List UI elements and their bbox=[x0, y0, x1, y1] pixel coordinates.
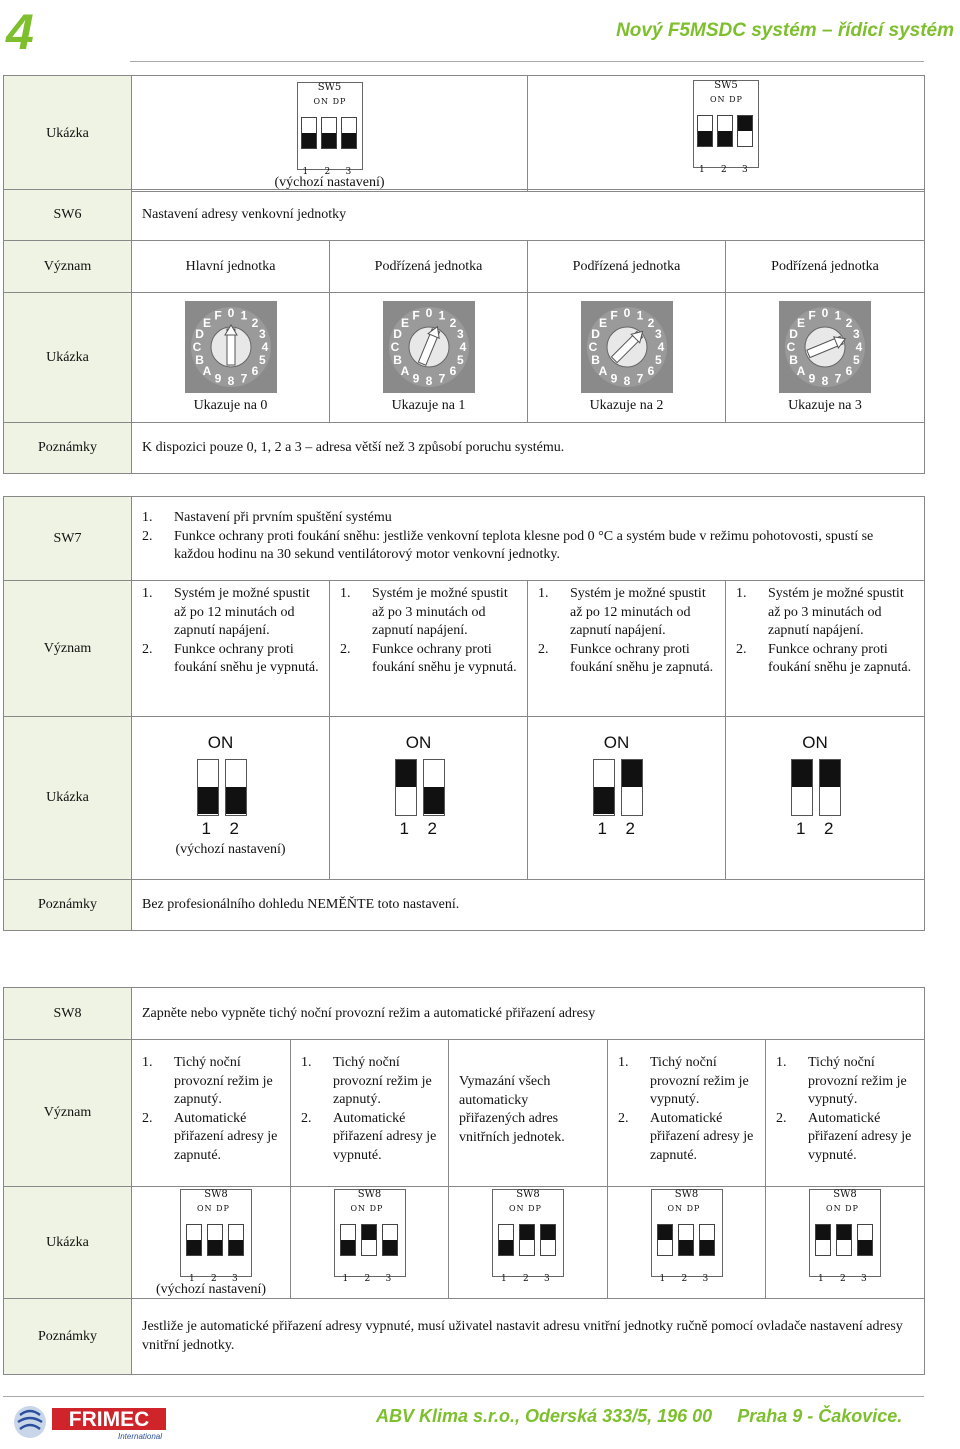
svg-text:9: 9 bbox=[808, 371, 816, 386]
sw8-meaning-1: 1. Tichý noční provozní režim je zapnutý. 2. Automatické přiřazení adresy je zapnuté. bbox=[132, 1040, 291, 1187]
svg-text:3: 3 bbox=[456, 327, 464, 341]
svg-text:0: 0 bbox=[623, 306, 630, 320]
svg-text:3: 3 bbox=[654, 327, 662, 341]
sw8-default-caption: (výchozí nastavení) bbox=[155, 1282, 266, 1297]
svg-text:3: 3 bbox=[853, 327, 860, 341]
sw8-example-5 bbox=[766, 1187, 925, 1299]
sw8-meaning-3: Vymazání všech automaticky přiřazených adres vnitřních jednotek. bbox=[449, 1040, 608, 1187]
svg-text:A: A bbox=[598, 364, 607, 378]
svg-text:7: 7 bbox=[636, 371, 643, 386]
svg-text:3: 3 bbox=[258, 327, 266, 341]
sw7-meaning-4: 1. Systém je možné spustit až po 3 minutách od zapnutí napájení. 2. Funkce ochrany proti foukání sněhu je zapnutá. bbox=[726, 581, 925, 717]
sw7-example-4 bbox=[726, 717, 925, 880]
svg-text:F: F bbox=[411, 308, 420, 323]
footer-address-street: ABV Klima s.r.o., Oderská 333/5, 196 00 bbox=[376, 1406, 713, 1426]
svg-text:D: D bbox=[789, 327, 798, 341]
rotary-switch-icon bbox=[383, 301, 475, 393]
sw6-example-4 bbox=[726, 293, 925, 423]
frimec-logo bbox=[10, 1401, 170, 1448]
svg-text:2: 2 bbox=[647, 316, 654, 330]
sw5-ukazka-label: Ukázka bbox=[4, 76, 132, 192]
svg-text:5: 5 bbox=[258, 353, 266, 367]
dip-slot-2 bbox=[321, 117, 337, 149]
sw5-dip-switch: SW5 ON DP 1 2 3 bbox=[693, 80, 759, 168]
svg-text:8: 8 bbox=[425, 374, 432, 388]
sw6-meaning-4: Podřízená jednotka bbox=[726, 241, 925, 293]
sw8-dip-switch: SW8 ON DP 1 2 3 bbox=[651, 1189, 723, 1277]
svg-text:1: 1 bbox=[636, 308, 643, 323]
dip-slot-2 bbox=[717, 115, 733, 147]
sw8-note: Jestliže je automatické přiřazení adresy vypnuté, musí uživatel nastavit adresu vnitřní jednotky ručně pomocí ovladače nastavení adresy vnitřní jednotky. bbox=[132, 1299, 925, 1375]
sw8-example-1 bbox=[132, 1187, 291, 1299]
footer-address bbox=[376, 1406, 902, 1427]
sw6-meaning-1: Hlavní jednotka bbox=[132, 241, 330, 293]
sw6-table bbox=[3, 189, 925, 474]
dip-slot-3 bbox=[737, 115, 753, 147]
sw5-example-2 bbox=[528, 76, 925, 192]
sw6-ukazka-label: Ukázka bbox=[4, 293, 132, 423]
svg-text:D: D bbox=[392, 327, 402, 341]
svg-text:2: 2 bbox=[845, 316, 853, 330]
sw7-poznamky-label: Poznámky bbox=[4, 880, 132, 931]
svg-text:E: E bbox=[202, 316, 211, 330]
svg-text:International: International bbox=[117, 1432, 163, 1441]
svg-text:0: 0 bbox=[425, 306, 432, 320]
svg-text:F: F bbox=[609, 308, 618, 323]
svg-text:B: B bbox=[590, 353, 600, 367]
sw7-ukazka-label: Ukázka bbox=[4, 717, 132, 880]
sw6-caption: Ukazuje na 2 bbox=[589, 398, 664, 413]
svg-text:1: 1 bbox=[834, 308, 842, 323]
svg-text:2: 2 bbox=[449, 316, 456, 330]
svg-text:E: E bbox=[598, 316, 607, 330]
dip-title: SW5 bbox=[317, 82, 342, 93]
svg-text:5: 5 bbox=[654, 353, 662, 367]
sw6-vyznam-label: Význam bbox=[4, 241, 132, 293]
sw6-poznamky-label: Poznámky bbox=[4, 423, 132, 474]
svg-text:7: 7 bbox=[240, 371, 247, 386]
svg-text:6: 6 bbox=[449, 364, 456, 378]
svg-text:5: 5 bbox=[853, 353, 860, 367]
svg-text:1: 1 bbox=[438, 308, 445, 323]
dip-on-dp-label: ON DP bbox=[313, 97, 347, 106]
dip-title: SW5 bbox=[714, 80, 738, 91]
svg-text:C: C bbox=[588, 340, 597, 354]
svg-text:4: 4 bbox=[855, 340, 863, 354]
sw6-meaning-3: Podřízená jednotka bbox=[528, 241, 726, 293]
footer-address-city: Praha 9 - Čakovice. bbox=[737, 1406, 903, 1426]
svg-text:7: 7 bbox=[834, 371, 842, 386]
sw5-default-caption: (výchozí nastavení) bbox=[274, 175, 385, 190]
sw5-dip-switch: SW5 ON DP 1 2 3 bbox=[297, 82, 363, 170]
svg-text:9: 9 bbox=[412, 371, 419, 386]
svg-text:A: A bbox=[400, 364, 409, 378]
sw6-label: SW6 bbox=[4, 190, 132, 241]
sw6-example-1 bbox=[132, 293, 330, 423]
sw8-meaning-5: 1. Tichý noční provozní režim je vypnutý. 2. Automatické přiřazení adresy je vypnuté. bbox=[766, 1040, 925, 1187]
dip-slot-3 bbox=[341, 117, 357, 149]
sw7-dip-switch: ON 1 2 bbox=[577, 733, 657, 833]
sw8-example-4 bbox=[608, 1187, 766, 1299]
sw5-table bbox=[3, 75, 925, 192]
sw6-title: Nastavení adresy venkovní jednotky bbox=[132, 190, 925, 241]
sw8-title: Zapněte nebo vypněte tichý noční provozní režim a automatické přiřazení adresy bbox=[132, 988, 925, 1040]
footer-divider bbox=[3, 1396, 924, 1397]
sw7-default-caption: (výchozí nastavení) bbox=[175, 842, 286, 857]
svg-text:A: A bbox=[202, 364, 211, 378]
sw7-desc-1: Nastavení při prvním spuštění systému bbox=[174, 510, 392, 525]
sw6-example-3 bbox=[528, 293, 726, 423]
svg-text:4: 4 bbox=[657, 340, 664, 354]
sw7-description: 1. Nastavení při prvním spuštění systému 2. Funkce ochrany proti foukání sněhu: jestliže venkovní teplota klesne pod 0 °C a systém bude v režimu pohotovosti, spustí se každou hodinu na 30 sekund ventilátorový motor venkovní jednotky. bbox=[132, 497, 925, 581]
svg-text:0: 0 bbox=[821, 306, 829, 320]
rotary-switch-icon bbox=[581, 301, 673, 393]
sw8-label: SW8 bbox=[4, 988, 132, 1040]
sw7-dip-switch: ON 1 2 bbox=[379, 733, 459, 833]
svg-text:FRIMEC: FRIMEC bbox=[68, 1408, 150, 1431]
sw6-meaning-2: Podřízená jednotka bbox=[330, 241, 528, 293]
svg-text:6: 6 bbox=[647, 364, 654, 378]
sw8-table bbox=[3, 987, 925, 1375]
sw8-dip-switch: SW8 ON DP 1 2 3 bbox=[809, 1189, 881, 1277]
sw8-example-2 bbox=[291, 1187, 449, 1299]
svg-text:8: 8 bbox=[623, 374, 630, 388]
sw6-note: K dispozici pouze 0, 1, 2 a 3 – adresa větší než 3 způsobí poruchu systému. bbox=[132, 423, 925, 474]
header-divider bbox=[130, 61, 924, 62]
svg-text:2: 2 bbox=[251, 316, 258, 330]
sw7-vyznam-label: Význam bbox=[4, 581, 132, 717]
svg-text:A: A bbox=[796, 364, 806, 378]
svg-text:1: 1 bbox=[240, 308, 247, 323]
sw8-dip-switch: SW8 ON DP 1 2 3 bbox=[334, 1189, 406, 1277]
svg-text:B: B bbox=[392, 353, 402, 367]
svg-text:D: D bbox=[194, 327, 204, 341]
sw8-meaning-2: 1. Tichý noční provozní režim je zapnutý. 2. Automatické přiřazení adresy je vypnuté. bbox=[291, 1040, 449, 1187]
svg-text:E: E bbox=[400, 316, 409, 330]
svg-text:F: F bbox=[808, 308, 816, 323]
sw8-meaning-4: 1. Tichý noční provozní režim je vypnutý. 2. Automatické přiřazení adresy je zapnuté. bbox=[608, 1040, 766, 1187]
svg-text:6: 6 bbox=[845, 364, 853, 378]
sw7-example-2 bbox=[330, 717, 528, 880]
sw6-caption: Ukazuje na 0 bbox=[193, 398, 268, 413]
sw8-dip-switch: SW8 ON DP 1 2 3 bbox=[180, 1189, 252, 1277]
svg-text:5: 5 bbox=[456, 353, 464, 367]
svg-text:B: B bbox=[194, 353, 204, 367]
sw7-meaning-1: 1. Systém je možné spustit až po 12 minutách od zapnutí napájení. 2. Funkce ochrany proti foukání sněhu je vypnutá. bbox=[132, 581, 330, 717]
svg-text:F: F bbox=[213, 308, 222, 323]
rotary-switch-icon bbox=[185, 301, 277, 393]
frimec-logo-icon bbox=[10, 1401, 170, 1443]
sw7-label: SW7 bbox=[4, 497, 132, 581]
sw7-example-1 bbox=[132, 717, 330, 880]
svg-text:6: 6 bbox=[251, 364, 258, 378]
dip-on-dp-label: ON DP bbox=[710, 95, 743, 104]
sw8-ukazka-label: Ukázka bbox=[4, 1187, 132, 1299]
sw7-meaning-3: 1. Systém je možné spustit až po 12 minutách od zapnutí napájení. 2. Funkce ochrany proti foukání sněhu je zapnutá. bbox=[528, 581, 726, 717]
svg-text:B: B bbox=[789, 353, 798, 367]
dip-slot-1 bbox=[301, 117, 317, 149]
sw7-table bbox=[3, 496, 925, 931]
sw6-caption: Ukazuje na 1 bbox=[391, 398, 466, 413]
svg-text:E: E bbox=[796, 316, 806, 330]
svg-text:C: C bbox=[390, 340, 399, 354]
sw5-example-1 bbox=[132, 76, 528, 192]
svg-text:9: 9 bbox=[610, 371, 617, 386]
sw8-vyznam-label: Význam bbox=[4, 1040, 132, 1187]
sw6-caption: Ukazuje na 3 bbox=[788, 398, 862, 413]
sw7-dip-switch: ON 1 2 bbox=[775, 733, 855, 833]
svg-text:8: 8 bbox=[227, 374, 234, 388]
sw7-desc-2: Funkce ochrany proti foukání sněhu: jestliže venkovní teplota klesne pod 0 °C a systém bude v režimu pohotovosti, spustí se každou hodinu na 30 sekund ventilátorový motor venkovní jednotky. bbox=[174, 528, 874, 563]
page-number: 4 bbox=[6, 4, 34, 60]
svg-text:8: 8 bbox=[821, 374, 829, 388]
svg-text:C: C bbox=[192, 340, 201, 354]
sw7-dip-switch: ON 1 2 bbox=[181, 733, 261, 833]
rotary-switch-icon bbox=[779, 301, 871, 393]
svg-text:7: 7 bbox=[438, 371, 445, 386]
sw8-dip-switch: SW8 ON DP 1 2 3 bbox=[492, 1189, 564, 1277]
svg-text:D: D bbox=[590, 327, 600, 341]
sw8-example-3 bbox=[449, 1187, 608, 1299]
svg-text:C: C bbox=[786, 340, 796, 354]
svg-text:4: 4 bbox=[459, 340, 466, 354]
sw8-poznamky-label: Poznámky bbox=[4, 1299, 132, 1375]
dip-slot-1 bbox=[697, 115, 713, 147]
svg-text:0: 0 bbox=[227, 306, 234, 320]
sw7-note: Bez profesionálního dohledu NEMĚŇTE toto nastavení. bbox=[132, 880, 925, 931]
svg-text:4: 4 bbox=[261, 340, 268, 354]
svg-text:9: 9 bbox=[214, 371, 221, 386]
sw6-example-2 bbox=[330, 293, 528, 423]
header-title: Nový F5MSDC systém – řídicí systém bbox=[616, 20, 954, 41]
sw7-meaning-2: 1. Systém je možné spustit až po 3 minutách od zapnutí napájení. 2. Funkce ochrany proti foukání sněhu je vypnutá. bbox=[330, 581, 528, 717]
sw7-example-3 bbox=[528, 717, 726, 880]
